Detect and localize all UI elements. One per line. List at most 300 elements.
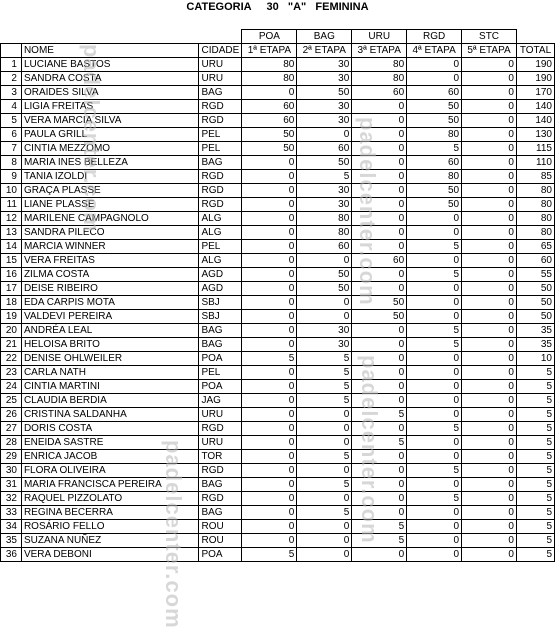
table-row	[1, 407, 555, 421]
total-score: 5	[516, 407, 554, 421]
etapa-score: 0	[242, 85, 297, 99]
etapa-score: 80	[297, 211, 352, 225]
etapa-score: 0	[352, 155, 407, 169]
etapa-score: 0	[242, 309, 297, 323]
etapa-score: 0	[242, 169, 297, 183]
player-city: ALG	[199, 211, 242, 225]
venue-header: STC	[462, 29, 517, 43]
etapa-score: 60	[352, 253, 407, 267]
etapa-score: 30	[297, 113, 352, 127]
header-etapa: 2ª ETAPA	[297, 43, 352, 57]
etapa-score: 60	[242, 99, 297, 113]
player-city: URU	[199, 71, 242, 85]
player-name: SANDRA COSTA	[21, 71, 199, 85]
etapa-score: 0	[407, 477, 462, 491]
etapa-score: 0	[462, 519, 517, 533]
player-city: RGD	[199, 421, 242, 435]
player-name: LIGIA FREITAS	[21, 99, 199, 113]
header-etapa: 3ª ETAPA	[352, 43, 407, 57]
etapa-score: 0	[242, 463, 297, 477]
table-row	[1, 57, 555, 71]
table-row	[1, 393, 555, 407]
etapa-score: 5	[407, 337, 462, 351]
etapa-score: 60	[297, 239, 352, 253]
table-row	[1, 155, 555, 169]
player-name: MARCIA WINNER	[21, 239, 199, 253]
player-city: ROU	[199, 519, 242, 533]
etapa-score: 0	[242, 533, 297, 547]
table-row	[1, 113, 555, 127]
etapa-score: 0	[352, 211, 407, 225]
player-name: HELOISA BRITO	[21, 337, 199, 351]
player-name: LUCIANE BASTOS	[21, 57, 199, 71]
etapa-score: 0	[352, 323, 407, 337]
etapa-score: 0	[297, 127, 352, 141]
total-score: 55	[516, 267, 554, 281]
total-score: 85	[516, 169, 554, 183]
etapa-score: 50	[407, 183, 462, 197]
etapa-score: 50	[297, 267, 352, 281]
venue-header: URU	[352, 29, 407, 43]
etapa-score: 0	[352, 169, 407, 183]
player-name: TANIA IZOLDI	[21, 169, 199, 183]
watermark: padelcenter.com	[161, 440, 186, 629]
player-name: FLORA OLIVEIRA	[21, 463, 199, 477]
row-number: 19	[1, 309, 22, 323]
row-number: 25	[1, 393, 22, 407]
row-number: 10	[1, 183, 22, 197]
venue-header: BAG	[297, 29, 352, 43]
etapa-score: 5	[297, 393, 352, 407]
etapa-score: 0	[407, 57, 462, 71]
etapa-score: 0	[462, 225, 517, 239]
etapa-score: 30	[297, 57, 352, 71]
total-score: 5	[516, 533, 554, 547]
etapa-score: 5	[407, 239, 462, 253]
etapa-score: 5	[352, 435, 407, 449]
etapa-score: 0	[462, 99, 517, 113]
table-row	[1, 421, 555, 435]
etapa-score: 0	[242, 295, 297, 309]
etapa-score: 0	[352, 449, 407, 463]
etapa-score: 0	[352, 491, 407, 505]
player-city: BAG	[199, 85, 242, 99]
etapa-score: 0	[352, 281, 407, 295]
etapa-score: 0	[462, 197, 517, 211]
etapa-score: 0	[352, 267, 407, 281]
etapa-score: 0	[407, 547, 462, 561]
player-name: DORIS COSTA	[21, 421, 199, 435]
row-number: 35	[1, 533, 22, 547]
row-number: 26	[1, 407, 22, 421]
player-city: RGD	[199, 169, 242, 183]
player-name: VALDEVI PEREIRA	[21, 309, 199, 323]
etapa-score: 5	[297, 449, 352, 463]
etapa-score: 0	[462, 435, 517, 449]
etapa-score: 5	[297, 351, 352, 365]
total-score: 5	[516, 491, 554, 505]
etapa-score: 50	[242, 141, 297, 155]
etapa-score: 0	[352, 351, 407, 365]
row-number: 20	[1, 323, 22, 337]
venue-header-row	[1, 29, 555, 43]
player-city: POA	[199, 547, 242, 561]
etapa-score: 0	[407, 449, 462, 463]
total-score: 5	[516, 379, 554, 393]
player-name: PAULA GRILL	[21, 127, 199, 141]
etapa-score: 0	[462, 141, 517, 155]
etapa-score: 30	[297, 337, 352, 351]
table-row	[1, 295, 555, 309]
etapa-score: 0	[462, 239, 517, 253]
table-row	[1, 85, 555, 99]
etapa-score: 0	[462, 379, 517, 393]
etapa-score: 0	[242, 365, 297, 379]
etapa-score: 0	[407, 71, 462, 85]
table-row	[1, 519, 555, 533]
table-row	[1, 477, 555, 491]
row-number: 14	[1, 239, 22, 253]
etapa-score: 0	[352, 113, 407, 127]
etapa-score: 0	[462, 113, 517, 127]
etapa-score: 0	[352, 505, 407, 519]
player-name: CLAUDIA BERDIA	[21, 393, 199, 407]
etapa-score: 80	[407, 169, 462, 183]
venue-header: RGD	[407, 29, 462, 43]
etapa-score: 5	[297, 477, 352, 491]
etapa-score: 80	[242, 71, 297, 85]
etapa-score: 5	[407, 141, 462, 155]
etapa-score: 0	[462, 393, 517, 407]
table-row	[1, 281, 555, 295]
table-row	[1, 253, 555, 267]
player-city: PEL	[199, 239, 242, 253]
row-number: 23	[1, 365, 22, 379]
etapa-score: 0	[462, 281, 517, 295]
total-score: 110	[516, 155, 554, 169]
player-city: BAG	[199, 155, 242, 169]
total-score: 60	[516, 253, 554, 267]
etapa-score: 0	[352, 197, 407, 211]
etapa-score: 0	[242, 519, 297, 533]
etapa-score: 5	[297, 169, 352, 183]
column-header-row	[1, 43, 555, 57]
etapa-score: 0	[352, 127, 407, 141]
total-score: 50	[516, 281, 554, 295]
total-score: 115	[516, 141, 554, 155]
etapa-score: 0	[352, 183, 407, 197]
table-row	[1, 225, 555, 239]
etapa-score: 0	[462, 407, 517, 421]
player-city: BAG	[199, 477, 242, 491]
etapa-score: 0	[242, 323, 297, 337]
etapa-score: 0	[407, 505, 462, 519]
player-name: ENEIDA SASTRE	[21, 435, 199, 449]
etapa-score: 0	[242, 239, 297, 253]
etapa-score: 60	[407, 155, 462, 169]
player-city: PEL	[199, 141, 242, 155]
etapa-score: 0	[462, 323, 517, 337]
etapa-score: 0	[242, 267, 297, 281]
etapa-score: 0	[352, 365, 407, 379]
player-name: SANDRA PILECO	[21, 225, 199, 239]
etapa-score: 0	[297, 491, 352, 505]
header-nome: NOME	[21, 43, 199, 57]
player-city: RGD	[199, 491, 242, 505]
total-score: 80	[516, 183, 554, 197]
etapa-score: 60	[242, 113, 297, 127]
page-title: CATEGORIA 30 "A" FEMININA	[186, 1, 369, 13]
etapa-score: 50	[297, 281, 352, 295]
etapa-score: 0	[242, 505, 297, 519]
player-city: POA	[199, 351, 242, 365]
etapa-score: 0	[297, 407, 352, 421]
etapa-score: 0	[242, 211, 297, 225]
row-number: 16	[1, 267, 22, 281]
player-name: ANDRÉA LEAL	[21, 323, 199, 337]
player-name: SUZANA NUÑEZ	[21, 533, 199, 547]
total-score: 80	[516, 197, 554, 211]
etapa-score: 5	[242, 547, 297, 561]
player-city: AGD	[199, 267, 242, 281]
table-row	[1, 379, 555, 393]
etapa-score: 80	[352, 57, 407, 71]
etapa-score: 0	[297, 519, 352, 533]
etapa-score: 0	[462, 449, 517, 463]
etapa-score: 0	[242, 477, 297, 491]
row-number: 21	[1, 337, 22, 351]
etapa-score: 0	[462, 365, 517, 379]
player-name: CINTIA MARTINI	[21, 379, 199, 393]
table-row	[1, 365, 555, 379]
player-name: REGINA BECERRA	[21, 505, 199, 519]
etapa-score: 50	[297, 85, 352, 99]
row-number: 30	[1, 463, 22, 477]
player-city: RGD	[199, 99, 242, 113]
etapa-score: 5	[407, 491, 462, 505]
player-name: MARILENE CAMPAGNOLO	[21, 211, 199, 225]
player-city: RGD	[199, 113, 242, 127]
etapa-score: 80	[242, 57, 297, 71]
etapa-score: 0	[352, 463, 407, 477]
row-number: 12	[1, 211, 22, 225]
player-name: GRAÇA PLASSE	[21, 183, 199, 197]
player-city: BAG	[199, 337, 242, 351]
row-number: 32	[1, 491, 22, 505]
etapa-score: 0	[297, 547, 352, 561]
table-row	[1, 533, 555, 547]
player-city: BAG	[199, 323, 242, 337]
etapa-score: 5	[407, 267, 462, 281]
etapa-score: 0	[297, 421, 352, 435]
row-number: 29	[1, 449, 22, 463]
etapa-score: 0	[242, 155, 297, 169]
etapa-score: 0	[462, 309, 517, 323]
player-city: ALG	[199, 225, 242, 239]
player-name: RAQUEL PIZZOLATO	[21, 491, 199, 505]
row-number: 13	[1, 225, 22, 239]
etapa-score: 5	[352, 407, 407, 421]
etapa-score: 0	[407, 379, 462, 393]
total-score: 65	[516, 239, 554, 253]
total-score: 35	[516, 323, 554, 337]
player-name: VERA FREITAS	[21, 253, 199, 267]
total-score: 5	[516, 421, 554, 435]
etapa-score: 0	[462, 421, 517, 435]
etapa-score: 30	[297, 197, 352, 211]
player-name: ROSÁRIO FELLO	[21, 519, 199, 533]
player-city: URU	[199, 435, 242, 449]
etapa-score: 50	[242, 127, 297, 141]
etapa-score: 30	[297, 99, 352, 113]
player-city: AGD	[199, 281, 242, 295]
etapa-score: 0	[407, 407, 462, 421]
table-row	[1, 127, 555, 141]
row-number: 6	[1, 127, 22, 141]
player-city: JAG	[199, 393, 242, 407]
etapa-score: 0	[242, 435, 297, 449]
etapa-score: 0	[462, 463, 517, 477]
etapa-score: 0	[352, 99, 407, 113]
player-name: ZILMA COSTA	[21, 267, 199, 281]
etapa-score: 0	[407, 435, 462, 449]
total-score: 5	[516, 435, 554, 449]
etapa-score: 0	[242, 449, 297, 463]
player-name: ORAIDES SILVA	[21, 85, 199, 99]
etapa-score: 0	[242, 183, 297, 197]
ranking-table	[0, 15, 555, 562]
etapa-score: 0	[352, 379, 407, 393]
etapa-score: 0	[297, 253, 352, 267]
player-city: ROU	[199, 533, 242, 547]
header-etapa: 4ª ETAPA	[407, 43, 462, 57]
player-name: CINTIA MEZZOMO	[21, 141, 199, 155]
etapa-score: 0	[407, 211, 462, 225]
table-row	[1, 547, 555, 561]
watermark: padelcenter.com	[357, 355, 382, 544]
header-etapa: 1ª ETAPA	[242, 43, 297, 57]
player-city: RGD	[199, 197, 242, 211]
etapa-score: 0	[297, 309, 352, 323]
etapa-score: 0	[242, 393, 297, 407]
etapa-score: 0	[242, 225, 297, 239]
etapa-score: 50	[407, 197, 462, 211]
row-number: 9	[1, 169, 22, 183]
etapa-score: 0	[242, 379, 297, 393]
row-number: 11	[1, 197, 22, 211]
etapa-score: 0	[462, 337, 517, 351]
etapa-score: 0	[242, 337, 297, 351]
etapa-score: 0	[242, 253, 297, 267]
player-name: MARIA FRANCISCA PEREIRA	[21, 477, 199, 491]
etapa-score: 0	[297, 435, 352, 449]
etapa-score: 5	[352, 533, 407, 547]
row-number: 18	[1, 295, 22, 309]
etapa-score: 0	[462, 211, 517, 225]
etapa-score: 0	[462, 183, 517, 197]
player-city: BAG	[199, 505, 242, 519]
etapa-score: 50	[297, 155, 352, 169]
etapa-score: 50	[352, 295, 407, 309]
total-score: 35	[516, 337, 554, 351]
total-score: 5	[516, 505, 554, 519]
etapa-score: 0	[407, 225, 462, 239]
total-score: 5	[516, 477, 554, 491]
etapa-score: 0	[462, 267, 517, 281]
etapa-score: 0	[407, 295, 462, 309]
player-city: URU	[199, 57, 242, 71]
etapa-score: 0	[297, 463, 352, 477]
etapa-score: 0	[242, 281, 297, 295]
player-name: VERA DEBONI	[21, 547, 199, 561]
etapa-score: 5	[407, 463, 462, 477]
total-score: 10	[516, 351, 554, 365]
etapa-score: 0	[407, 533, 462, 547]
row-number: 28	[1, 435, 22, 449]
etapa-score: 0	[242, 491, 297, 505]
etapa-score: 0	[462, 57, 517, 71]
player-name: EDA CARPIS MOTA	[21, 295, 199, 309]
etapa-score: 0	[407, 365, 462, 379]
etapa-score: 0	[462, 533, 517, 547]
etapa-score: 0	[407, 309, 462, 323]
etapa-score: 0	[352, 477, 407, 491]
total-score: 190	[516, 71, 554, 85]
table-row	[1, 239, 555, 253]
total-score: 5	[516, 519, 554, 533]
player-name: LIANE PLASSE	[21, 197, 199, 211]
total-score: 80	[516, 225, 554, 239]
total-score: 140	[516, 99, 554, 113]
etapa-score: 0	[297, 533, 352, 547]
row-number: 24	[1, 379, 22, 393]
etapa-score: 0	[352, 141, 407, 155]
total-score: 5	[516, 547, 554, 561]
total-score: 140	[516, 113, 554, 127]
watermark: padelcenter.com	[79, 44, 104, 233]
table-row	[1, 141, 555, 155]
etapa-score: 30	[297, 183, 352, 197]
row-number: 3	[1, 85, 22, 99]
etapa-score: 60	[407, 85, 462, 99]
spacer-row	[1, 15, 555, 29]
row-number: 1	[1, 57, 22, 71]
player-name: VERA MARCIA SILVA	[21, 113, 199, 127]
row-number: 7	[1, 141, 22, 155]
player-city: PEL	[199, 365, 242, 379]
etapa-score: 0	[462, 127, 517, 141]
player-city: SBJ	[199, 295, 242, 309]
etapa-score: 5	[297, 365, 352, 379]
player-city: POA	[199, 379, 242, 393]
etapa-score: 5	[297, 505, 352, 519]
player-city: ALG	[199, 253, 242, 267]
etapa-score: 80	[297, 225, 352, 239]
etapa-score: 0	[242, 407, 297, 421]
table-row	[1, 337, 555, 351]
table-row	[1, 435, 555, 449]
table-row	[1, 323, 555, 337]
etapa-score: 0	[352, 337, 407, 351]
etapa-score: 0	[407, 393, 462, 407]
etapa-score: 30	[297, 71, 352, 85]
total-score: 50	[516, 309, 554, 323]
etapa-score: 0	[462, 477, 517, 491]
table-row	[1, 267, 555, 281]
player-name: DEISE RIBEIRO	[21, 281, 199, 295]
venue-header: POA	[242, 29, 297, 43]
row-number: 27	[1, 421, 22, 435]
